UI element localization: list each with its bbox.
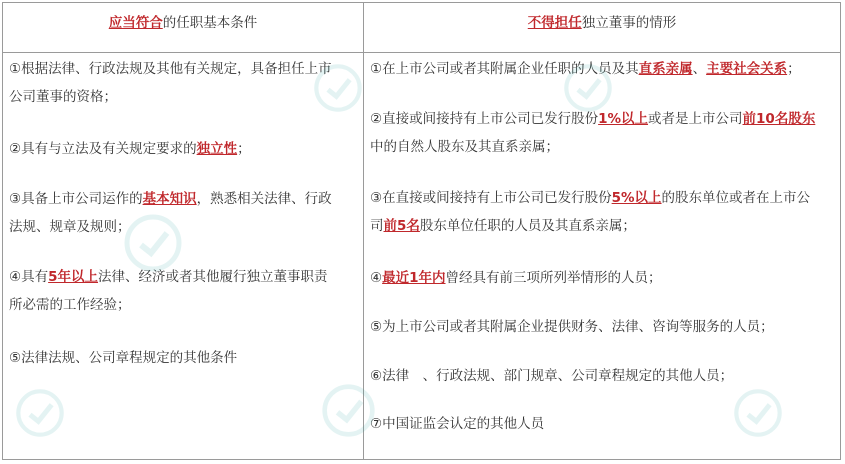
watermark-logo-icon bbox=[313, 63, 363, 113]
item-text: ①在上市公司或者其附属企业任职的人员及其 bbox=[370, 61, 639, 77]
right-header-emphasis: 不得担任 bbox=[527, 15, 582, 31]
item-line bbox=[9, 139, 251, 159]
item-text: 法规、规章及规则； bbox=[9, 219, 131, 235]
watermark-logo-icon bbox=[15, 388, 65, 438]
emphasis-text: 基本知识 bbox=[142, 191, 197, 207]
item-text: ，熟悉相关法律、行政 bbox=[196, 191, 332, 207]
item-line bbox=[370, 188, 810, 208]
item-text: 曾经具有前三项所列举情形的人员； bbox=[445, 270, 662, 286]
item-line bbox=[9, 348, 237, 368]
item-text: 的股东单位或者在上市公 bbox=[661, 190, 811, 206]
item-text: 司 bbox=[370, 218, 384, 234]
emphasis-text: 1%以上 bbox=[598, 111, 649, 127]
emphasis-text: 最近1年内 bbox=[382, 270, 446, 286]
item-line bbox=[9, 59, 332, 79]
item-text: ②具有与立法及有关规定要求的 bbox=[9, 141, 197, 157]
watermark-logo-icon bbox=[563, 63, 613, 113]
header-divider bbox=[3, 52, 840, 53]
item-text: ③具备上市公司运作的 bbox=[9, 191, 143, 207]
left-header-emphasis: 应当符合 bbox=[108, 15, 163, 31]
emphasis-text: 5%以上 bbox=[611, 190, 662, 206]
conditions-table bbox=[2, 2, 841, 460]
emphasis-text: 独立性 bbox=[196, 141, 238, 157]
right-column-header bbox=[364, 13, 840, 33]
item-line bbox=[370, 366, 733, 386]
item-line bbox=[370, 137, 559, 157]
item-text: ⑥法律 、行政法规、部门规章、公司章程规定的其他人员； bbox=[370, 368, 734, 384]
item-text: 公司董事的资格； bbox=[9, 89, 117, 105]
item-text: ； bbox=[237, 141, 251, 157]
watermark-logo-icon bbox=[321, 383, 376, 438]
item-text: 法律、经济或者其他履行独立董事职责 bbox=[98, 269, 328, 285]
right-header-text: 独立董事的情形 bbox=[581, 15, 677, 31]
item-text: 股东单位任职的人员及其直系亲属； bbox=[419, 218, 636, 234]
item-text: ③在直接或间接持有上市公司已发行股份 bbox=[370, 190, 612, 206]
item-line bbox=[9, 87, 117, 107]
item-text: 、 bbox=[692, 61, 707, 77]
emphasis-text: 直系亲属 bbox=[638, 61, 693, 77]
item-text: ④ bbox=[370, 270, 383, 286]
item-text: ⑤为上市公司或者其附属企业提供财务、法律、咨询等服务的人员； bbox=[370, 319, 774, 335]
item-text: ； bbox=[787, 61, 801, 77]
left-column-header bbox=[3, 13, 363, 33]
watermark-logo-icon bbox=[123, 213, 183, 273]
watermark-logo-icon bbox=[733, 388, 783, 438]
emphasis-text: 前5名 bbox=[383, 218, 420, 234]
item-text: 所必需的工作经验； bbox=[9, 297, 131, 313]
item-text: 中的自然人股东及其直系亲属； bbox=[370, 139, 559, 155]
item-text: ①根据法律、行政法规及其他有关规定，具备担任上市 bbox=[9, 61, 332, 77]
item-text: ⑤法律法规、公司章程规定的其他条件 bbox=[9, 350, 238, 366]
emphasis-text: 5年以上 bbox=[48, 269, 99, 285]
emphasis-text: 前10名股东 bbox=[742, 111, 816, 127]
emphasis-text: 主要社会关系 bbox=[706, 61, 788, 77]
item-text: ②直接或间接持有上市公司已发行股份 bbox=[370, 111, 599, 127]
item-line bbox=[370, 317, 774, 337]
item-line bbox=[370, 414, 544, 434]
item-text: ④具有 bbox=[9, 269, 49, 285]
item-line bbox=[9, 295, 131, 315]
item-line bbox=[370, 216, 636, 236]
item-line bbox=[9, 189, 332, 209]
left-header-text: 的任职基本条件 bbox=[162, 15, 258, 31]
item-line bbox=[9, 217, 131, 237]
item-text: ⑦中国证监会认定的其他人员 bbox=[370, 416, 545, 432]
item-text: 或者是上市公司 bbox=[648, 111, 743, 127]
item-line bbox=[370, 268, 662, 288]
